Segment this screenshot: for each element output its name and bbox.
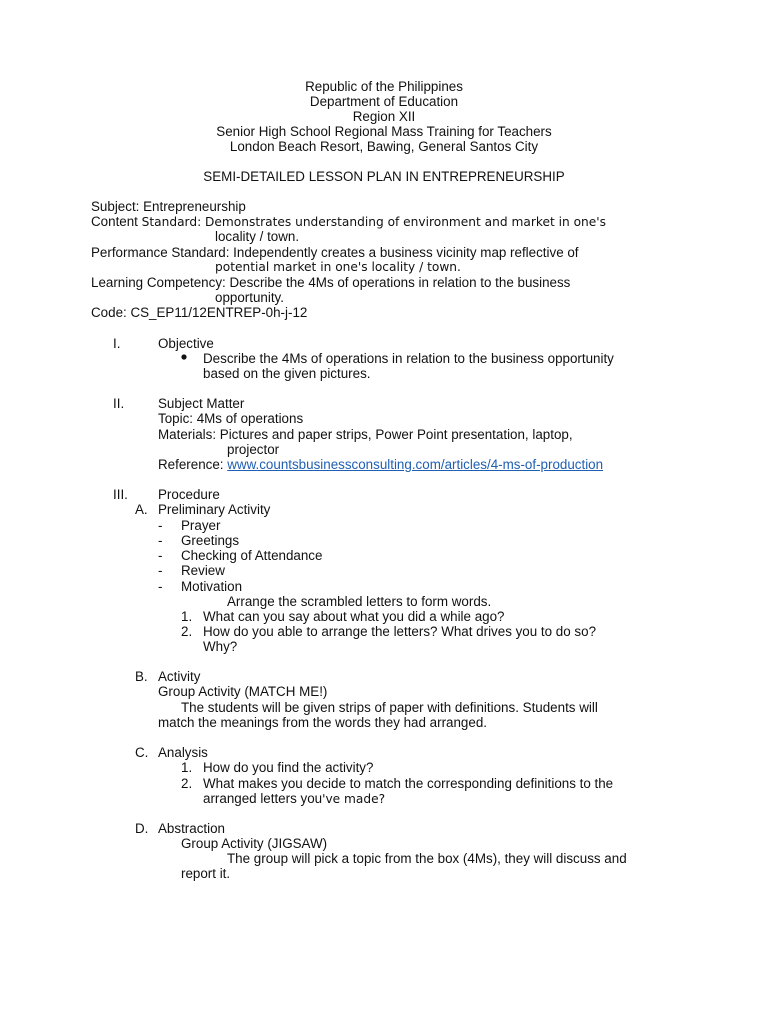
subject-matter-heading: Subject Matter: [158, 396, 245, 411]
header-region: Region XII: [352, 109, 416, 124]
header-department: Department of Education: [309, 94, 459, 109]
motivation-q2: How do you able to arrange the letters? What drives you to do so?: [203, 624, 597, 639]
header-training: Senior High School Regional Mass Training for Teachers: [216, 124, 552, 139]
section-b-text: The students will be given strips of paper with definitions. Students will: [181, 700, 598, 715]
section-d-text: The group will pick a topic from the box (4Ms), they will discuss and: [227, 851, 627, 866]
section-a-letter: A.: [135, 502, 148, 517]
bullet-icon: [180, 349, 188, 366]
code-line: Code: CS_EP11/12ENTREP-0h-j-12: [91, 305, 308, 320]
document-title: SEMI-DETAILED LESSON PLAN IN ENTREPRENEURSHIP: [203, 169, 565, 184]
analysis-q1-number: 1.: [181, 760, 193, 775]
content-label: Content: [91, 214, 142, 229]
content-standard-text: Standard: Demonstrates understanding of environment and market in one's: [141, 215, 606, 229]
section-b-letter: B.: [135, 669, 148, 684]
topic-line: Topic: 4Ms of operations: [158, 411, 304, 426]
section-b-text-cont: match the meanings from the words they had arranged.: [158, 715, 487, 730]
objective-bullet-text: Describe the 4Ms of operations in relation to the business opportunity: [203, 351, 614, 366]
dash-marker: -: [158, 533, 163, 548]
section-c-heading: Analysis: [158, 745, 208, 760]
prelim-item: Review: [181, 563, 225, 578]
section-a-heading: Preliminary Activity: [158, 502, 271, 517]
analysis-q1: How do you find the activity?: [203, 760, 374, 775]
prelim-item: Motivation: [181, 579, 243, 594]
analysis-q2-number: 2.: [181, 776, 193, 791]
dash-marker: -: [158, 563, 163, 578]
procedure-heading: Procedure: [158, 487, 220, 502]
content-standard-line: [91, 214, 606, 230]
motivation-q2-cont: Why?: [203, 639, 238, 654]
materials-line: Materials: Pictures and paper strips, Power Point presentation, laptop,: [158, 427, 573, 442]
content-standard-cont: locality / town.: [215, 229, 300, 244]
procedure-number: III.: [113, 487, 128, 502]
objective-heading: Objective: [158, 336, 214, 351]
motivation-q1: What can you say about what you did a while ago?: [203, 609, 505, 624]
section-c-letter: C.: [135, 745, 149, 760]
section-b-heading: Activity: [158, 669, 201, 684]
motivation-instruction: Arrange the scrambled letters to form words.: [227, 594, 492, 609]
section-d-text-cont: report it.: [181, 866, 231, 881]
analysis-q2-cont-a: arranged letters you: [203, 791, 323, 806]
learning-competency-line: Learning Competency: Describe the 4Ms of operations in relation to the business: [91, 275, 571, 290]
motivation-q2-number: 2.: [181, 624, 193, 639]
performance-standard-cont: potential market in one's locality / town.: [215, 260, 461, 274]
dash-marker: -: [158, 518, 163, 533]
section-b-subheading: Group Activity (MATCH ME!): [158, 684, 328, 699]
reference-link[interactable]: www.countsbusinessconsulting.com/articles/4-ms-of-production: [227, 457, 604, 472]
header-venue: London Beach Resort, Bawing, General Santos City: [229, 139, 539, 154]
materials-cont: projector: [227, 442, 280, 457]
analysis-q2-cont-b: 've made?: [322, 792, 386, 806]
section-d-letter: D.: [135, 821, 149, 836]
dash-marker: -: [158, 579, 163, 594]
prelim-item: Prayer: [181, 518, 221, 533]
header-republic: Republic of the Philippines: [305, 79, 463, 94]
prelim-item: Greetings: [181, 533, 240, 548]
learning-competency-cont: opportunity.: [215, 290, 284, 305]
section-d-heading: Abstraction: [158, 821, 225, 836]
analysis-q2-cont: [203, 791, 385, 807]
objective-bullet-cont: based on the given pictures.: [203, 366, 371, 381]
analysis-q2: What makes you decide to match the corresponding definitions to the: [203, 776, 614, 791]
subject-matter-number: II.: [113, 396, 125, 411]
motivation-q1-number: 1.: [181, 609, 193, 624]
subject-line: Subject: Entrepreneurship: [91, 199, 246, 214]
section-d-subheading: Group Activity (JIGSAW): [181, 836, 328, 851]
objective-number: I.: [113, 336, 121, 351]
dash-marker: -: [158, 548, 163, 563]
prelim-item: Checking of Attendance: [181, 548, 323, 563]
reference-label: Reference:: [158, 457, 228, 472]
reference-line: [158, 457, 603, 472]
performance-standard-line: Performance Standard: Independently creates a business vicinity map reflective of: [91, 245, 579, 260]
